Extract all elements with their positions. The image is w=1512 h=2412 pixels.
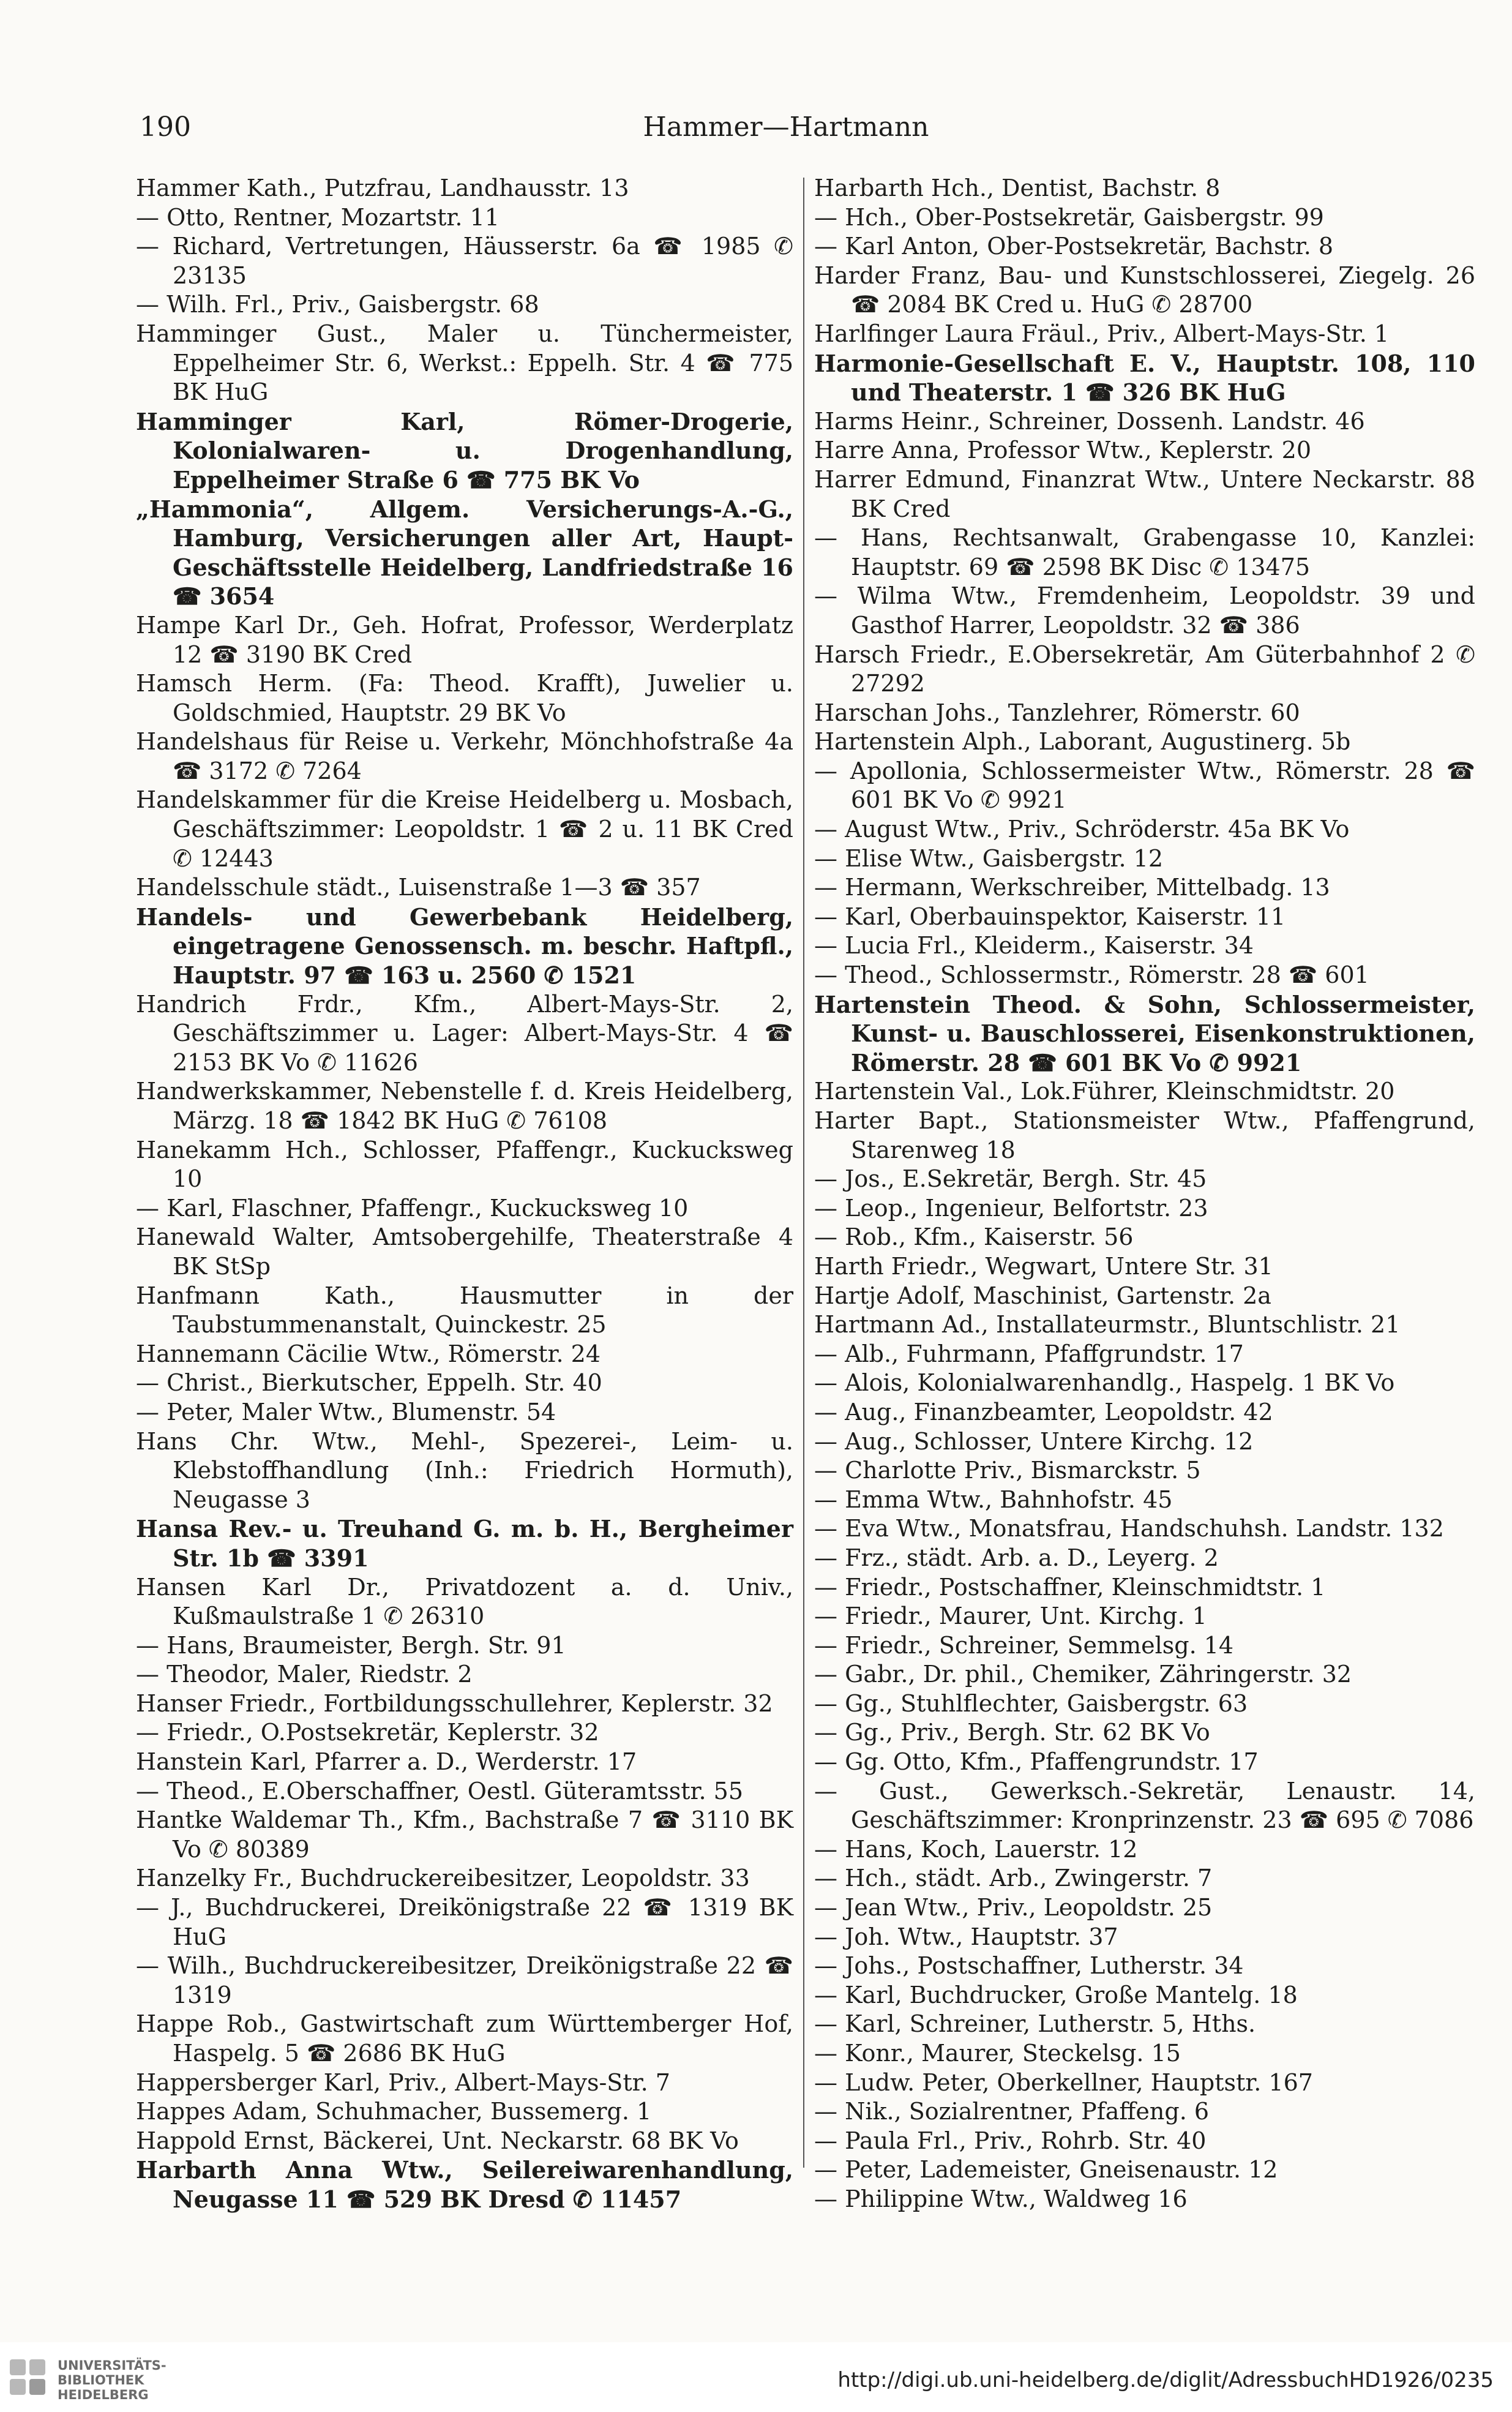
directory-entry: Harth Friedr., Wegwart, Untere Str. 31 (814, 1252, 1273, 1280)
directory-entry: Hantke Waldemar Th., Kfm., Bachstraße 7 ☎ 3110 BK Vo ✆ 80389 (136, 1806, 793, 1863)
directory-entry: — Aug., Schlosser, Untere Kirchg. 12 (814, 1427, 1254, 1455)
directory-entry: Hanser Friedr., Fortbildungsschullehrer, Keplerstr. 32 (136, 1689, 773, 1717)
directory-entry: — Alois, Kolonialwarenhandlg., Haspelg. 1 BK Vo (814, 1369, 1395, 1397)
logo-line: BIBLIOTHEK (58, 2373, 144, 2388)
directory-entry: Harbarth Hch., Dentist, Bachstr. 8 (814, 175, 1221, 201)
directory-entry: — Wilh., Buchdruckereibesitzer, Dreikönigstraße 22 ☎ 1319 (136, 1952, 793, 2008)
directory-entry: — Rob., Kfm., Kaiserstr. 56 (814, 1223, 1134, 1251)
directory-entry: — Hans, Braumeister, Bergh. Str. 91 (136, 1631, 566, 1659)
directory-entry: — Alb., Fuhrmann, Pfaffgrundstr. 17 (814, 1340, 1244, 1367)
directory-entry: Hartenstein Theod. & Sohn, Schlossermeister, Kunst- u. Bauschlosserei, Eisenkonstruktionen, Römerstr. 28 ☎ 601 BK Vo ✆ 9921 (814, 990, 1475, 1076)
directory-entry: — Karl, Schreiner, Lutherstr. 5, Hths. (814, 2010, 1256, 2038)
directory-entry: — Charlotte Priv., Bismarckstr. 5 (814, 1457, 1201, 1484)
directory-entry: Hanstein Karl, Pfarrer a. D., Werderstr. 17 (136, 1748, 637, 1776)
directory-entry: Hamminger Gust., Maler u. Tünchermeister, Eppelheimer Str. 6, Werkst.: Eppelh. Str. 4 ☎ 775 BK HuG (136, 320, 793, 406)
directory-entry: — Jean Wtw., Priv., Leopoldstr. 25 (814, 1894, 1213, 1922)
directory-entry: Handels- und Gewerbebank Heidelberg, eingetragene Genossensch. m. beschr. Haftpfl., Hauptstr. 97 ☎ 163 u. 2560 ✆ 1521 (136, 903, 793, 990)
directory-entry: Happold Ernst, Bäckerei, Unt. Neckarstr. 68 BK Vo (136, 2127, 739, 2154)
library-logo[interactable] (10, 2356, 169, 2405)
directory-entry: Hampe Karl Dr., Geh. Hofrat, Professor, Werderplatz 12 ☎ 3190 BK Cred (136, 611, 793, 668)
directory-entry: Hanewald Walter, Amtsobergehilfe, Theaterstraße 4 BK StSp (136, 1223, 793, 1280)
directory-entry: Hamsch Herm. (Fa: Theod. Krafft), Juwelier u. Goldschmied, Hauptstr. 29 BK Vo (136, 670, 793, 726)
directory-entry: — J., Buchdruckerei, Dreikönigstraße 22 ☎ 1319 BK HuG (136, 1894, 793, 1950)
directory-entry: — Nik., Sozialrentner, Pfaffeng. 6 (814, 2098, 1210, 2125)
directory-entry: Hartmann Ad., Installateurmstr., Bluntschlistr. 21 (814, 1311, 1401, 1339)
directory-entry: — Philippine Wtw., Waldweg 16 (814, 2185, 1188, 2212)
directory-entry: — Karl, Oberbauinspektor, Kaiserstr. 11 (814, 903, 1286, 930)
column-divider (803, 178, 804, 2168)
directory-entry: Harms Heinr., Schreiner, Dossenh. Landstr. 46 (814, 407, 1365, 435)
directory-entry: — Karl, Flaschner, Pfaffengr., Kuckucksweg 10 (136, 1194, 689, 1222)
directory-entry: Happes Adam, Schuhmacher, Bussemerg. 1 (136, 2098, 652, 2125)
directory-entry: — Gg., Priv., Bergh. Str. 62 BK Vo (814, 1719, 1210, 1746)
directory-entry: Hammer Kath., Putzfrau, Landhausstr. 13 (136, 175, 629, 201)
directory-entry: — Hch., städt. Arb., Zwingerstr. 7 (814, 1865, 1213, 1892)
logo-line: UNIVERSITÄTS- (58, 2358, 167, 2373)
directory-entry: „Hammonia“, Allgem. Versicherungs-A.-G., Hamburg, Versicherungen aller Art, Haupt-Geschäftsstelle Heidelberg, Landfriedstraße 16 ☎ 3654 (136, 495, 793, 611)
directory-entry: — Emma Wtw., Bahnhofstr. 45 (814, 1486, 1173, 1513)
directory-entry: — Frz., städt. Arb. a. D., Leyerg. 2 (814, 1544, 1219, 1571)
logo-line: HEIDELBERG (58, 2388, 149, 2402)
directory-entry: — Jos., E.Sekretär, Bergh. Str. 45 (814, 1165, 1207, 1193)
directory-entry: — Gabr., Dr. phil., Chemiker, Zähringerstr. 32 (814, 1661, 1352, 1688)
directory-entry: — Elise Wtw., Gaisbergstr. 12 (814, 844, 1164, 872)
directory-entry: — Peter, Maler Wtw., Blumenstr. 54 (136, 1398, 556, 1426)
directory-entry: Harbarth Anna Wtw., Seilereiwarenhandlung, Neugasse 11 ☎ 529 BK Dresd ✆ 11457 (136, 2156, 793, 2213)
directory-entry: — Hans, Koch, Lauerstr. 12 (814, 1835, 1138, 1863)
directory-entry: — Hch., Ober-Postsekretär, Gaisbergstr. 99 (814, 203, 1324, 231)
directory-entry: — Theod., E.Oberschaffner, Oestl. Güteramtsstr. 55 (136, 1777, 744, 1805)
directory-entry: Hartenstein Val., Lok.Führer, Kleinschmidtstr. 20 (814, 1078, 1395, 1105)
right-column (814, 174, 1475, 2214)
directory-entry: Harmonie-Gesellschaft E. V., Hauptstr. 108, 110 und Theaterstr. 1 ☎ 326 BK HuG (814, 349, 1475, 407)
directory-entry: Hartenstein Alph., Laborant, Augustinerg. 5b (814, 728, 1351, 756)
directory-entry: — Gg., Stuhlflechter, Gaisbergstr. 63 (814, 1689, 1248, 1717)
directory-entry: — Leop., Ingenieur, Belfortstr. 23 (814, 1194, 1208, 1222)
directory-entry: — Karl, Buchdrucker, Große Mantelg. 18 (814, 1981, 1298, 2008)
directory-entry: — Theod., Schlossermstr., Römerstr. 28 ☎ 601 (814, 961, 1369, 989)
directory-entry: Handwerkskammer, Nebenstelle f. d. Kreis Heidelberg, Märzg. 18 ☎ 1842 BK HuG ✆ 76108 (136, 1078, 793, 1134)
directory-entry: — Gg. Otto, Kfm., Pfaffengrundstr. 17 (814, 1748, 1259, 1776)
directory-entry: — Eva Wtw., Monatsfrau, Handschuhsh. Landstr. 132 (814, 1515, 1444, 1542)
page-number: 190 (140, 111, 191, 143)
directory-entry: Handelskammer für die Kreise Heidelberg u. Mosbach, Geschäftszimmer: Leopoldstr. 1 ☎ 2 u. 11 BK Cred ✆ 12443 (136, 786, 793, 872)
directory-entry: — Apollonia, Schlossermeister Wtw., Römerstr. 28 ☎ 601 BK Vo ✆ 9921 (814, 757, 1475, 814)
library-logo-icon (10, 2359, 49, 2399)
directory-entry: Harsch Friedr., E.Obersekretär, Am Güterbahnhof 2 ✆ 27292 (814, 641, 1475, 697)
directory-entry: Hanekamm Hch., Schlosser, Pfaffengr., Kuckucksweg 10 (136, 1136, 793, 1193)
directory-entry: — Otto, Rentner, Mozartstr. 11 (136, 203, 500, 231)
directory-entry: — Hermann, Werkschreiber, Mittelbadg. 13 (814, 874, 1330, 901)
directory-entry: — August Wtw., Priv., Schröderstr. 45a BK Vo (814, 816, 1350, 843)
directory-entry: — Hans, Rechtsanwalt, Grabengasse 10, Kanzlei: Hauptstr. 69 ☎ 2598 BK Disc ✆ 13475 (814, 524, 1475, 580)
directory-entry: — Gust., Gewerksch.-Sekretär, Lenaustr. 14, Geschäftszimmer: Kronprinzenstr. 23 ☎ 695 ✆ 7086 (814, 1777, 1475, 1834)
directory-entry: Harlfinger Laura Fräul., Priv., Albert-Mays-Str. 1 (814, 320, 1390, 347)
page-url[interactable]: http://digi.ub.uni-heidelberg.de/diglit/AdressbuchHD1926/0235 (837, 2368, 1494, 2392)
directory-entry: — Friedr., Schreiner, Semmelsg. 14 (814, 1631, 1234, 1659)
viewer-footer (0, 2342, 1512, 2412)
directory-entry: — Aug., Finanzbeamter, Leopoldstr. 42 (814, 1398, 1273, 1426)
directory-entry: Hartje Adolf, Maschinist, Gartenstr. 2a (814, 1282, 1271, 1309)
directory-entry: Hanfmann Kath., Hausmutter in der Taubstummenanstalt, Quinckestr. 25 (136, 1282, 793, 1339)
directory-entry: — Johs., Postschaffner, Lutherstr. 34 (814, 1952, 1244, 1980)
directory-entry: — Wilh. Frl., Priv., Gaisbergstr. 68 (136, 291, 539, 318)
directory-entry: — Wilma Wtw., Fremdenheim, Leopoldstr. 39 und Gasthof Harrer, Leopoldstr. 32 ☎ 386 (814, 582, 1475, 639)
directory-entry: — Konr., Maurer, Steckelsg. 15 (814, 2040, 1181, 2067)
directory-entry: — Friedr., Postschaffner, Kleinschmidtstr. 1 (814, 1573, 1326, 1601)
directory-entry: Hamminger Karl, Römer-Drogerie, Kolonialwaren- u. Drogenhandlung, Eppelheimer Straße 6 ☎ 775 BK Vo (136, 407, 793, 494)
directory-entry: — Paula Frl., Priv., Rohrb. Str. 40 (814, 2127, 1207, 2154)
directory-entry: — Theodor, Maler, Riedstr. 2 (136, 1661, 473, 1688)
directory-entry: — Karl Anton, Ober-Postsekretär, Bachstr. 8 (814, 233, 1334, 260)
left-column (136, 174, 793, 2214)
directory-entry: Happe Rob., Gastwirtschaft zum Württemberger Hof, Haspelg. 5 ☎ 2686 BK HuG (136, 2010, 793, 2067)
directory-entry: Hannemann Cäcilie Wtw., Römerstr. 24 (136, 1340, 601, 1367)
directory-entry: Harre Anna, Professor Wtw., Keplerstr. 20 (814, 437, 1312, 464)
running-header (140, 111, 1432, 154)
directory-entry: Hanzelky Fr., Buchdruckereibesitzer, Leopoldstr. 33 (136, 1865, 750, 1892)
directory-entry: — Ludw. Peter, Oberkellner, Hauptstr. 167 (814, 2068, 1313, 2096)
directory-entry: Handrich Frdr., Kfm., Albert-Mays-Str. 2, Geschäftszimmer u. Lager: Albert-Mays-Str. 4 ☎ 2153 BK Vo ✆ 11626 (136, 990, 793, 1076)
directory-entry: Harter Bapt., Stationsmeister Wtw., Pfaffengrund, Starenweg 18 (814, 1107, 1475, 1163)
directory-entry: Hans Chr. Wtw., Mehl-, Spezerei-, Leim- u. Klebstoffhandlung (Inh.: Friedrich Hormuth), Neugasse 3 (136, 1427, 793, 1513)
page-title: Hammer—Hartmann (643, 111, 929, 143)
directory-entry: Happersberger Karl, Priv., Albert-Mays-Str. 7 (136, 2068, 670, 2096)
directory-entry: Harder Franz, Bau- und Kunstschlosserei, Ziegelg. 26 ☎ 2084 BK Cred u. HuG ✆ 28700 (814, 261, 1475, 318)
directory-entry: — Friedr., Maurer, Unt. Kirchg. 1 (814, 1602, 1207, 1630)
directory-entry: Handelshaus für Reise u. Verkehr, Mönchhofstraße 4a ☎ 3172 ✆ 7264 (136, 728, 793, 784)
directory-entry: Hansa Rev.- u. Treuhand G. m. b. H., Bergheimer Str. 1b ☎ 3391 (136, 1515, 793, 1572)
directory-entry: Handelsschule städt., Luisenstraße 1—3 ☎ 357 (136, 874, 701, 901)
directory-entry: Hansen Karl Dr., Privatdozent a. d. Univ., Kußmaulstraße 1 ✆ 26310 (136, 1573, 793, 1630)
directory-entry: — Peter, Lademeister, Gneisenaustr. 12 (814, 2156, 1278, 2184)
directory-entry: — Lucia Frl., Kleiderm., Kaiserstr. 34 (814, 932, 1254, 960)
directory-entry: — Christ., Bierkutscher, Eppelh. Str. 40 (136, 1369, 602, 1397)
directory-entry: Harrer Edmund, Finanzrat Wtw., Untere Neckarstr. 88 BK Cred (814, 465, 1475, 522)
directory-entry: Harschan Johs., Tanzlehrer, Römerstr. 60 (814, 699, 1300, 726)
directory-entry: — Friedr., O.Postsekretär, Keplerstr. 32 (136, 1719, 599, 1746)
directory-entry: — Richard, Vertretungen, Häusserstr. 6a ☎ 1985 ✆ 23135 (136, 233, 793, 289)
directory-entry: — Joh. Wtw., Hauptstr. 37 (814, 1923, 1118, 1950)
